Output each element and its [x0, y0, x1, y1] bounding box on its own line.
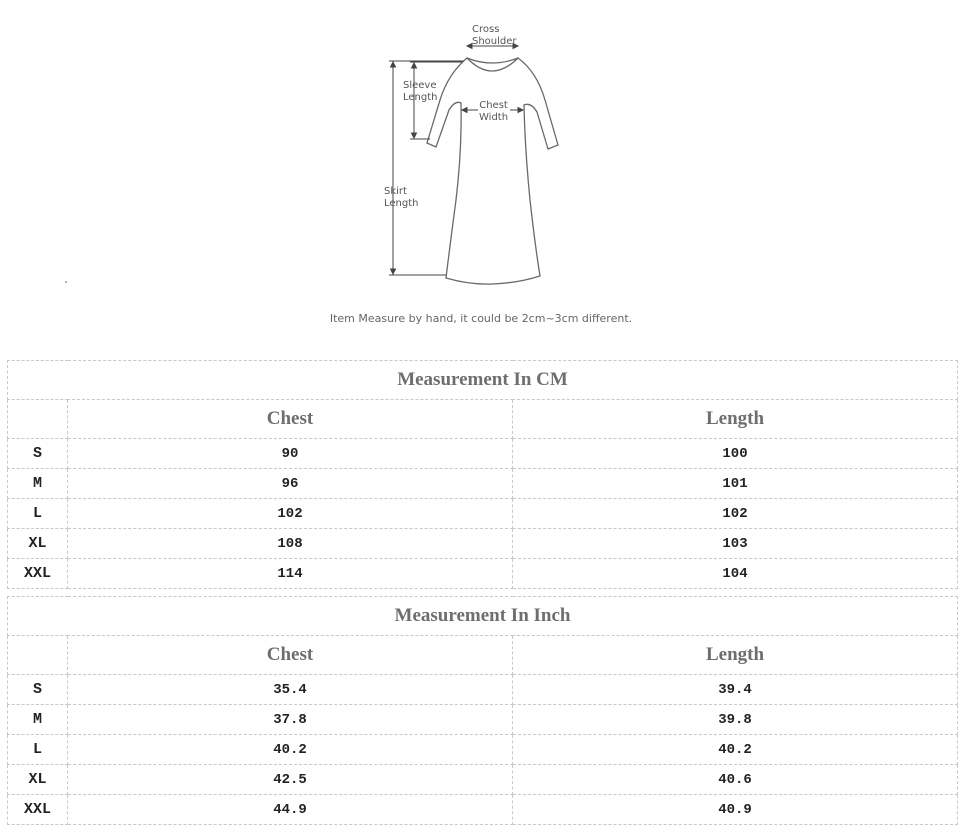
measurement-table-cm: [7, 360, 958, 589]
length-cell: 39.8: [513, 705, 958, 735]
size-cell: XXL: [8, 559, 68, 589]
chest-cell: 96: [68, 469, 513, 499]
length-cell: 101: [513, 469, 958, 499]
size-cell: L: [8, 499, 68, 529]
table-title: Measurement In CM: [8, 361, 958, 400]
table-row: [8, 675, 958, 705]
column-header-chest: Chest: [68, 400, 513, 439]
table-row: [8, 765, 958, 795]
chest-cell: 90: [68, 439, 513, 469]
length-cell: 102: [513, 499, 958, 529]
table-row: [8, 795, 958, 825]
column-header-chest: Chest: [68, 636, 513, 675]
column-header-size: [8, 400, 68, 439]
sleeve-length-label-line2: Length: [403, 92, 438, 103]
chest-cell: 42.5: [68, 765, 513, 795]
size-cell: S: [8, 675, 68, 705]
table-row: [8, 735, 958, 765]
length-cell: 104: [513, 559, 958, 589]
column-header-size: [8, 636, 68, 675]
chest-width-label-line1: Chest: [479, 100, 508, 111]
table-title-row: [8, 361, 958, 400]
size-cell: S: [8, 439, 68, 469]
chest-cell: 114: [68, 559, 513, 589]
table-row: [8, 705, 958, 735]
size-cell: M: [8, 705, 68, 735]
table-row: [8, 439, 958, 469]
length-cell: 39.4: [513, 675, 958, 705]
cross-shoulder-label-line2: Shoulder: [472, 36, 517, 47]
table-title-row: [8, 597, 958, 636]
size-cell: XL: [8, 765, 68, 795]
skirt-length-label-line1: Skirt: [384, 186, 407, 197]
length-cell: 100: [513, 439, 958, 469]
table-row: [8, 529, 958, 559]
table-header-row: [8, 400, 958, 439]
length-cell: 40.6: [513, 765, 958, 795]
length-cell: 40.9: [513, 795, 958, 825]
size-cell: M: [8, 469, 68, 499]
length-cell: 103: [513, 529, 958, 559]
chest-cell: 108: [68, 529, 513, 559]
chest-width-label: [479, 100, 508, 124]
cross-shoulder-label: [472, 24, 517, 48]
chest-cell: 44.9: [68, 795, 513, 825]
skirt-length-label: [384, 186, 419, 210]
table-row: [8, 469, 958, 499]
table-row: [8, 559, 958, 589]
measurement-note: Item Measure by hand, it could be 2cm~3cm different.: [329, 312, 633, 325]
size-cell: XL: [8, 529, 68, 559]
sleeve-length-label: [403, 80, 438, 104]
chest-cell: 102: [68, 499, 513, 529]
sleeve-length-label-line1: Sleeve: [403, 80, 437, 91]
chest-cell: 40.2: [68, 735, 513, 765]
length-cell: 40.2: [513, 735, 958, 765]
measurement-table-inch: [7, 596, 958, 825]
chest-cell: 37.8: [68, 705, 513, 735]
table-header-row: [8, 636, 958, 675]
chest-width-label-line2: Width: [479, 112, 509, 123]
dress-measurement-diagram: [0, 0, 962, 300]
table-row: [8, 499, 958, 529]
cross-shoulder-label-line1: Cross: [472, 24, 500, 35]
column-header-length: Length: [513, 636, 958, 675]
chest-cell: 35.4: [68, 675, 513, 705]
size-cell: XXL: [8, 795, 68, 825]
size-cell: L: [8, 735, 68, 765]
skirt-length-label-line2: Length: [384, 198, 419, 209]
table-title: Measurement In Inch: [8, 597, 958, 636]
column-header-length: Length: [513, 400, 958, 439]
